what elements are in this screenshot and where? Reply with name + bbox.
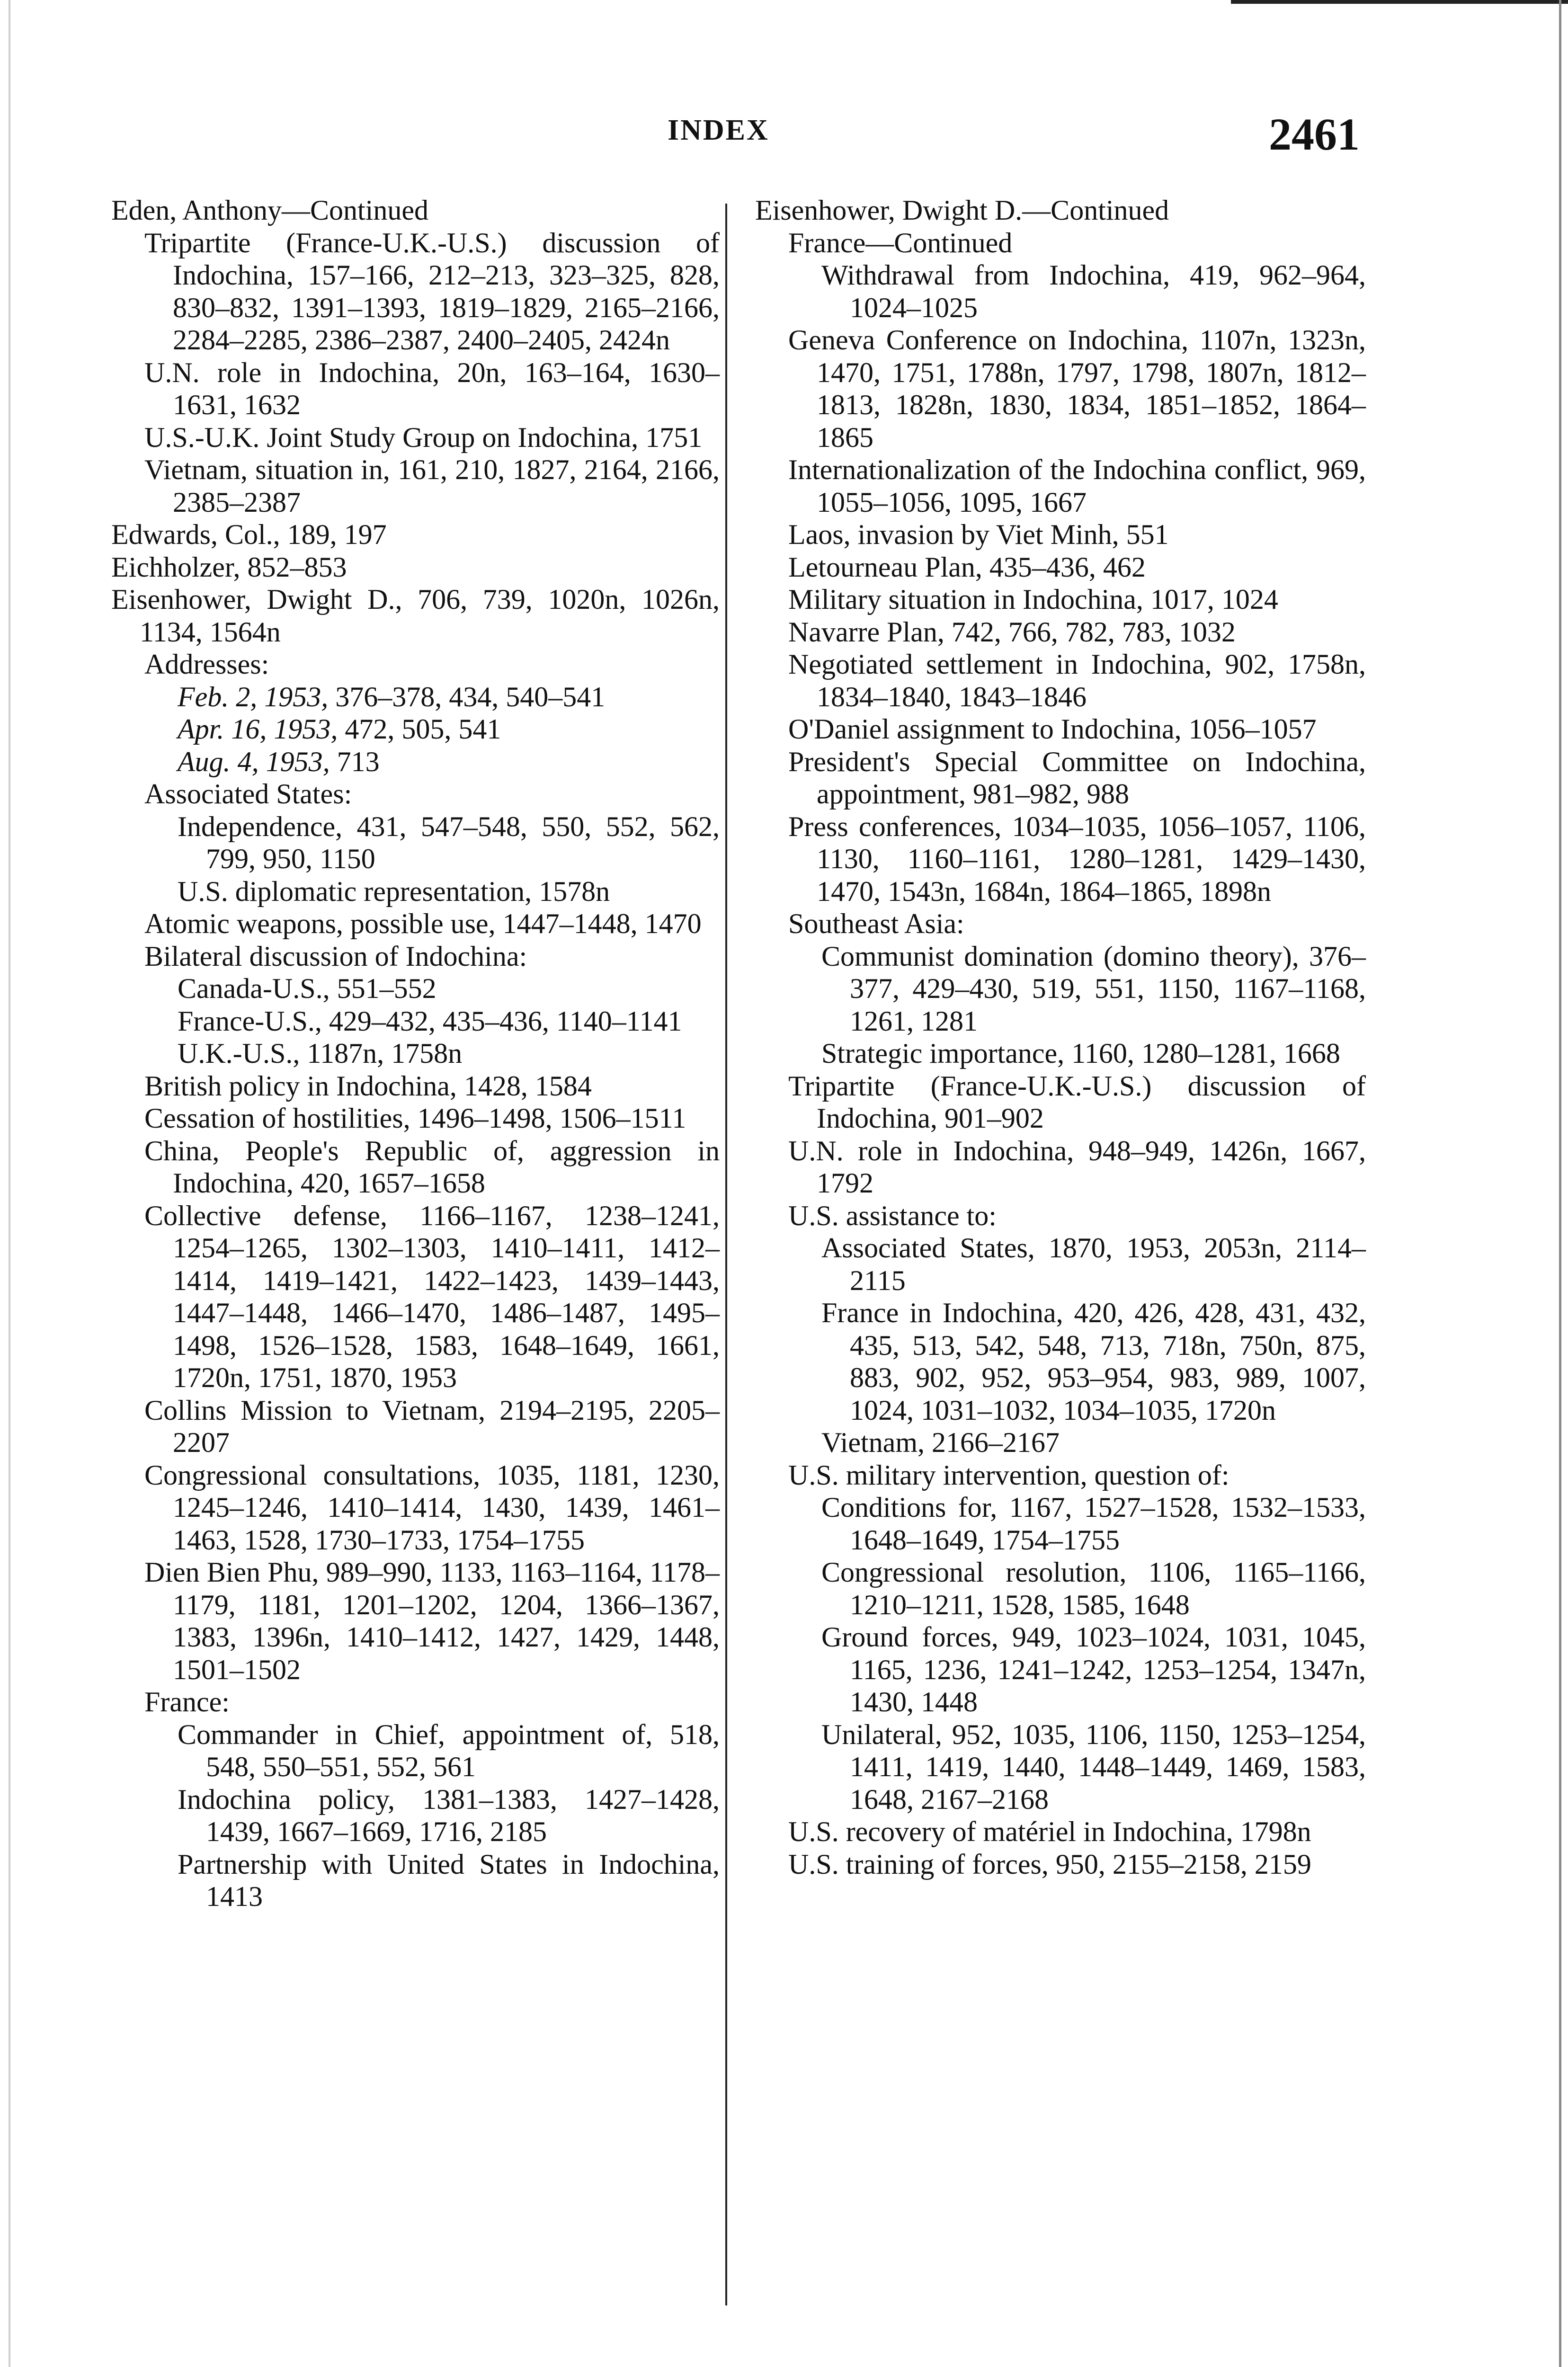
index-entry-date: Apr. 16, 1953, [178,713,338,745]
index-entry-text: Conditions for, 1167, 1527–1528, 1532–1533, 1648–1649, 1754–1755 [821,1492,1366,1556]
right-page-edge [1559,0,1561,2367]
index-entry-text: Vietnam, 2166–2167 [821,1427,1060,1458]
index-entry [755,616,1366,649]
index-entry-text: Congressional consultations, 1035, 1181, 1230, 1245–1246, 1410–1414, 1430, 1439, 1461–1463, 1528, 1730–1733, 1754–1755 [144,1459,720,1556]
index-entry-text: France—Continued [788,227,1013,258]
index-entry-text: Geneva Conference on Indochina, 1107n, 1323n, 1470, 1751, 1788n, 1797, 1798, 1807n, 1812–1813, 1828n, 1830, 1834, 1851–1852, 1864–1865 [788,324,1366,453]
index-entry [755,259,1366,324]
index-entry [111,1005,720,1038]
index-entry [111,1783,720,1848]
index-entry [111,713,720,746]
index-entry [111,778,720,810]
index-entry [755,1426,1366,1459]
index-entry-text: Congressional resolution, 1106, 1165–1166, 1210–1211, 1528, 1585, 1648 [821,1557,1366,1620]
index-entry [111,227,720,356]
index-entry-text: Bilateral discussion of Indochina: [144,940,527,972]
index-entry-text: Eden, Anthony—Continued [111,195,428,226]
index-entry-text: 713 [330,746,380,777]
index-entry-text: Press conferences, 1034–1035, 1056–1057, 1106, 1130, 1160–1161, 1280–1281, 1429–1430, 1470, 1543n, 1684n, 1864–1865, 1898n [788,810,1366,907]
index-entry-text: Letourneau Plan, 435–436, 462 [788,551,1146,583]
index-entry-text: U.K.-U.S., 1187n, 1758n [178,1038,463,1069]
index-entry-text: Collective defense, 1166–1167, 1238–1241, 1254–1265, 1302–1303, 1410–1411, 1412–1414, 1419–1421, 1422–1423, 1439–1443, 1447–1448, 1466–1470, 1486–1487, 1495–1498, 1526–1528, 1583, 1648–1649, 1661, 1720n, 1751, 1870, 1953 [144,1200,720,1393]
index-entry-text: Vietnam, situation in, 161, 210, 1827, 2164, 2166, 2385–2387 [144,454,720,518]
index-entry-text: 376–378, 434, 540–541 [328,681,606,712]
index-entry-text: Communist domination (domino theory), 376–377, 429–430, 519, 551, 1150, 1167–1168, 1261, 1281 [821,940,1366,1037]
index-entry-text: Ground forces, 949, 1023–1024, 1031, 1045, 1165, 1236, 1241–1242, 1253–1254, 1347n, 1430, 1448 [821,1621,1366,1717]
index-entry-text: O'Daniel assignment to Indochina, 1056–1057 [788,713,1317,745]
index-entry-text: U.S. assistance to: [788,1200,997,1231]
index-entry [755,908,1366,940]
index-entry [755,746,1366,810]
index-entry [111,421,720,454]
index-entry-text: Dien Bien Phu, 989–990, 1133, 1163–1164, 1178–1179, 1181, 1201–1202, 1204, 1366–1367, 1383, 1396n, 1410–1412, 1427, 1429, 1448, 1501–1502 [144,1557,720,1685]
index-entry [755,1070,1366,1135]
index-entry-text: Canada-U.S., 551–552 [178,973,437,1004]
index-entry-text: Independence, 431, 547–548, 550, 552, 562, 799, 950, 1150 [178,810,720,874]
index-entry [111,518,720,551]
index-entry [111,1135,720,1200]
running-header: INDEX [668,114,769,146]
index-entry [111,746,720,778]
index-entry [755,1815,1366,1848]
index-entry-text: Cessation of hostilities, 1496–1498, 1506–1511 [144,1103,686,1134]
index-entry [111,1102,720,1135]
index-entry-date: Aug. 4, 1953, [178,746,330,777]
index-entry [755,454,1366,518]
index-entry-text: Associated States: [144,778,352,810]
index-entry [755,227,1366,259]
index-entry-text: U.S. diplomatic representation, 1578n [178,875,610,907]
index-entry [755,1848,1366,1881]
index-entry-text: Indochina policy, 1381–1383, 1427–1428, 1439, 1667–1669, 1716, 2185 [178,1783,720,1847]
index-entry-text: Edwards, Col., 189, 197 [111,519,387,550]
index-entry [111,454,720,518]
index-entry [111,194,720,227]
index-entry [755,1135,1366,1200]
column-divider [725,204,727,2305]
index-entry [111,875,720,908]
index-entry [111,1070,720,1103]
index-entry [755,940,1366,1038]
index-entry [111,1848,720,1913]
page-number: 2461 [1269,109,1360,160]
index-entry [755,1459,1366,1492]
index-entry-text: Partnership with United States in Indochina, 1413 [178,1848,720,1912]
index-entry-text: France-U.S., 429–432, 435–436, 1140–1141 [178,1005,682,1037]
index-entry [755,194,1366,227]
index-entry [111,1200,720,1394]
index-entry [755,810,1366,908]
index-entry-text: Withdrawal from Indochina, 419, 962–964, 1024–1025 [821,259,1366,323]
index-entry [755,1556,1366,1621]
left-page-edge [9,0,10,2367]
index-entry-text: Commander in Chief, appointment of, 518, 548, 550–551, 552, 561 [178,1718,720,1782]
index-entry-text: U.S.-U.K. Joint Study Group on Indochina, 1751 [144,421,703,453]
index-entry-text: Unilateral, 952, 1035, 1106, 1150, 1253–1254, 1411, 1419, 1440, 1448–1449, 1469, 1583, 1648, 2167–2168 [821,1718,1366,1815]
index-entry-text: U.N. role in Indochina, 20n, 163–164, 1630–1631, 1632 [144,356,720,420]
index-entry-date: Feb. 2, 1953, [178,681,329,712]
index-entry [755,1232,1366,1297]
index-entry [755,551,1366,584]
index-entry [755,1297,1366,1426]
index-entry [111,1718,720,1783]
index-entry-text: U.S. recovery of matériel in Indochina, 1798n [788,1816,1311,1847]
index-entry-text: Atomic weapons, possible use, 1447–1448, 1470 [144,908,702,939]
index-entry-text: France: [144,1686,230,1717]
index-entry [755,518,1366,551]
index-entry-text: Navarre Plan, 742, 766, 782, 783, 1032 [788,616,1236,648]
index-entry [111,908,720,940]
index-entry [111,1394,720,1459]
index-entry-text: Eisenhower, Dwight D., 706, 739, 1020n, 1026n, 1134, 1564n [111,584,720,648]
index-entry [755,1037,1366,1070]
index-entry-text: British policy in Indochina, 1428, 1584 [144,1070,592,1102]
index-entry [755,1621,1366,1718]
index-entry [111,1459,720,1557]
index-entry-text: Associated States, 1870, 1953, 2053n, 2114–2115 [821,1232,1366,1296]
index-entry-text: U.S. military intervention, question of: [788,1459,1229,1491]
index-entry-text: Internationalization of the Indochina conflict, 969, 1055–1056, 1095, 1667 [788,454,1366,518]
index-entry-text: 472, 505, 541 [338,713,501,745]
index-entry-text: China, People's Republic of, aggression in Indochina, 420, 1657–1658 [144,1135,720,1199]
index-entry-text: U.S. training of forces, 950, 2155–2158, 2159 [788,1848,1311,1880]
index-entry [755,713,1366,746]
index-entry-text: Negotiated settlement in Indochina, 902, 1758n, 1834–1840, 1843–1846 [788,649,1366,712]
index-entry-text: France in Indochina, 420, 426, 428, 431, 432, 435, 513, 542, 548, 713, 718n, 750n, 875, 883, 902, 952, 953–954, 983, 989, 1007, 1024, 1031–1032, 1034–1035, 1720n [821,1297,1366,1426]
index-entry [111,1556,720,1686]
index-entry [755,324,1366,454]
index-entry [111,356,720,421]
index-entry-text: Addresses: [144,649,269,680]
index-entry [111,972,720,1005]
index-entry-text: President's Special Committee on Indochina, appointment, 981–982, 988 [788,746,1366,810]
index-entry-text: Tripartite (France-U.K.-U.S.) discussion of Indochina, 901–902 [788,1070,1366,1134]
index-entry-text: Tripartite (France-U.K.-U.S.) discussion of Indochina, 157–166, 212–213, 323–325, 828, 830–832, 1391–1393, 1819–1829, 2165–2166, 2284–2285, 2386–2387, 2400–2405, 2424n [144,227,720,356]
index-entry [111,583,720,648]
index-entry [755,1200,1366,1232]
index-entry-text: Eisenhower, Dwight D.—Continued [755,195,1169,226]
index-entry [111,1037,720,1070]
index-entry [111,940,720,973]
index-entry-text: U.N. role in Indochina, 948–949, 1426n, 1667, 1792 [788,1135,1366,1199]
index-entry [111,810,720,875]
index-entry-text: Military situation in Indochina, 1017, 1024 [788,584,1278,615]
index-column-left [111,194,720,1913]
index-entry [755,648,1366,713]
index-entry-text: Laos, invasion by Viet Minh, 551 [788,519,1169,550]
index-entry [111,551,720,584]
index-entry [755,1718,1366,1816]
index-entry [755,1491,1366,1556]
top-edge-line [1231,0,1568,4]
index-entry [755,583,1366,616]
index-entry-text: Collins Mission to Vietnam, 2194–2195, 2205–2207 [144,1394,720,1458]
index-entry [111,648,720,681]
index-entry [111,1686,720,1718]
index-column-right [755,194,1366,1880]
index-entry-text: Strategic importance, 1160, 1280–1281, 1668 [821,1038,1340,1069]
index-entry [111,681,720,713]
index-entry-text: Southeast Asia: [788,908,964,939]
index-entry-text: Eichholzer, 852–853 [111,551,347,583]
